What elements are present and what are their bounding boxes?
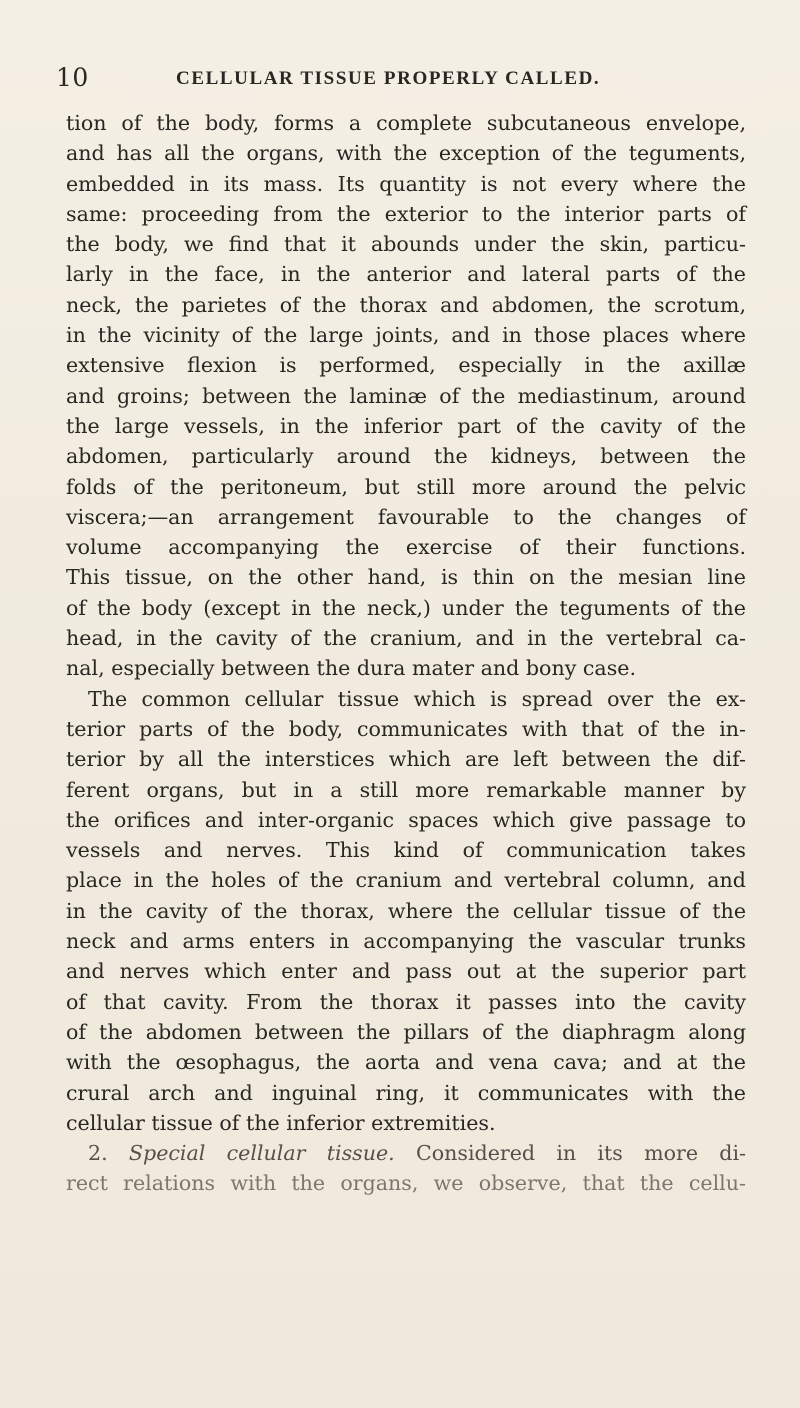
running-title: CELLULAR TISSUE PROPERLY CALLED. bbox=[176, 68, 601, 89]
text-line: embedded in its mass. Its quantity is not every where the bbox=[66, 171, 746, 196]
text-line: rect relations with the organs, we observe, that the cellu- bbox=[66, 1171, 746, 1196]
running-header bbox=[56, 64, 756, 92]
text-line: cellular tissue of the inferior extremities. bbox=[66, 1110, 496, 1135]
text-line: of the abdomen between the pillars of the diaphragm along bbox=[66, 1019, 746, 1044]
text-line: abdomen, particularly around the kidneys, between the bbox=[66, 444, 746, 469]
section-heading-line bbox=[66, 1138, 746, 1168]
text-line: larly in the face, in the anterior and lateral parts of the bbox=[66, 262, 746, 287]
text-line: of that cavity. From the thorax it passes into the cavity bbox=[66, 989, 746, 1014]
text-line: head, in the cavity of the cranium, and in the vertebral ca- bbox=[66, 626, 746, 651]
text-line: volume accompanying the exercise of their functions. bbox=[66, 535, 746, 560]
text-line: and has all the organs, with the exception of the teguments, bbox=[66, 141, 746, 166]
paragraph-start-line: The common cellular tissue which is spread over the ex- bbox=[88, 686, 746, 711]
text-line: the orifices and inter-organic spaces which give passage to bbox=[66, 807, 746, 832]
text-line: in the vicinity of the large joints, and in those places where bbox=[66, 323, 746, 348]
section-number: 2. bbox=[88, 1141, 108, 1166]
text-line: viscera;—an arrangement favourable to the changes of bbox=[66, 504, 746, 529]
text-line: place in the holes of the cranium and vertebral column, and bbox=[66, 868, 746, 893]
text-line: vessels and nerves. This kind of communication takes bbox=[66, 838, 746, 863]
text-line: and nerves which enter and pass out at the superior part bbox=[66, 959, 746, 984]
text-line: of the body (except in the neck,) under the teguments of the bbox=[66, 595, 746, 620]
text-line: terior by all the interstices which are left between the dif- bbox=[66, 747, 746, 772]
text-line: extensive flexion is performed, especially in the axillæ bbox=[66, 353, 746, 378]
text-line: folds of the peritoneum, but still more around the pelvic bbox=[66, 474, 746, 499]
text-line: same: proceeding from the exterior to the interior parts of bbox=[66, 201, 746, 226]
text-line: ferent organs, but in a still more remarkable manner by bbox=[66, 777, 746, 802]
text-line: crural arch and inguinal ring, it communicates with the bbox=[66, 1080, 746, 1105]
text-line: neck, the parietes of the thorax and abdomen, the scrotum, bbox=[66, 292, 746, 317]
body-text bbox=[66, 108, 746, 1199]
text-line: nal, especially between the dura mater and bony case. bbox=[66, 656, 637, 681]
text-line: tion of the body, forms a complete subcutaneous envelope, bbox=[66, 111, 746, 135]
section-heading: Special cellular tissue. bbox=[128, 1141, 395, 1166]
text-line: terior parts of the body, communicates with that of the in- bbox=[66, 716, 746, 741]
text-line: with the œsophagus, the aorta and vena cava; and at the bbox=[66, 1050, 746, 1075]
page-number: 10 bbox=[56, 63, 89, 92]
text-line: This tissue, on the other hand, is thin on the mesian line bbox=[66, 565, 746, 590]
text-line: and groins; between the laminæ of the mediastinum, around bbox=[66, 383, 746, 408]
text-line: the large vessels, in the inferior part of the cavity of the bbox=[66, 413, 746, 438]
section-text: Considered in its more di- bbox=[415, 1141, 747, 1166]
text-line: neck and arms enters in accompanying the vascular trunks bbox=[66, 929, 746, 954]
text-line: the body, we find that it abounds under the skin, particu- bbox=[66, 232, 746, 257]
text-line: in the cavity of the thorax, where the cellular tissue of the bbox=[66, 898, 746, 923]
